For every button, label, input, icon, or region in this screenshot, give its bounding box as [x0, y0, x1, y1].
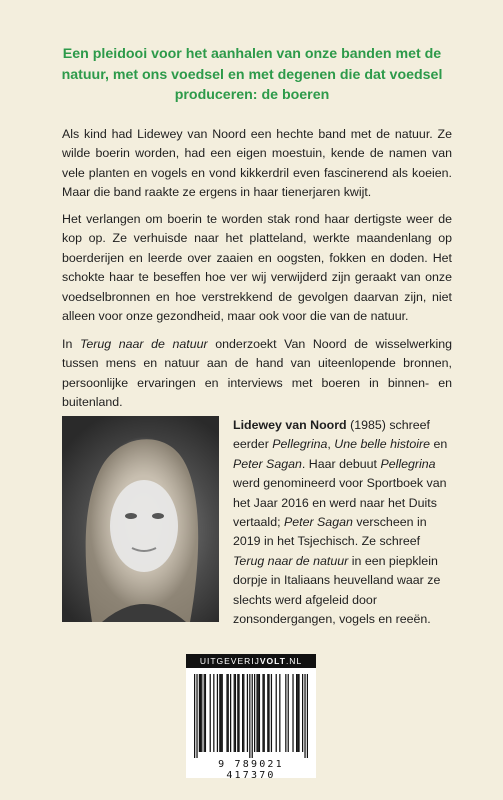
- bio-book-title: Terug naar de natuur: [233, 553, 349, 568]
- paragraph-3-title: Terug naar de natuur: [79, 337, 208, 351]
- barcode-bar: [204, 674, 205, 752]
- barcode-bar: [199, 674, 200, 752]
- barcode-bars: [194, 674, 308, 758]
- paragraph-1: Als kind had Lidewey van Noord een hechte band met de natuur. Ze wilde boerin worden, had een eigen moestuin, kende de namen van vele planten en vogels en vond kikkerdril even fascinerend als koeien. Maar die band raakte ze ergens in haar tienerjaren kwijt.: [62, 127, 452, 200]
- barcode-bar: [222, 674, 223, 752]
- bio-text: werd genomineerd voor Sportboek van het Jaar 2016 en werd naar het Duits vertaald;: [233, 476, 447, 530]
- barcode-bar: [194, 674, 195, 758]
- bio-text: (1985) schreef eerder: [233, 418, 430, 452]
- publisher-label: [186, 654, 316, 668]
- publisher-prefix: UITGEVERIJ: [199, 656, 260, 666]
- author-photo: [62, 416, 219, 622]
- barcode-bar: [234, 674, 235, 752]
- barcode-bar: [235, 674, 236, 752]
- barcode-bar: [219, 674, 220, 752]
- barcode-bar: [268, 674, 269, 752]
- barcode-bar: [258, 674, 259, 752]
- barcode: [186, 654, 316, 781]
- barcode-bar: [298, 674, 299, 752]
- barcode-digits: 9 789021 417370: [218, 759, 284, 781]
- barcode-bar: [201, 674, 202, 752]
- barcode-bar: [262, 674, 263, 752]
- barcode-bar: [238, 674, 239, 752]
- barcode-bar: [288, 674, 289, 752]
- headline: Een pleidooi voor het aanhalen van onze banden met de natuur, met ons voedsel en met degenen die dat voedsel produceren: de boeren: [61, 46, 443, 103]
- barcode-bar: [237, 674, 238, 752]
- barcode-bar: [220, 674, 221, 752]
- barcode-bar: [285, 674, 286, 752]
- barcode-bar: [267, 674, 268, 752]
- barcode-bar: [217, 674, 218, 752]
- barcode-bar: [292, 674, 293, 752]
- bio-book-title: Peter Sagan: [233, 456, 302, 471]
- bio-text: verscheen in 2019 in het Tsjechisch. Ze schreef: [233, 515, 427, 549]
- author-name: Lidewey van Noord: [233, 418, 347, 432]
- barcode-bar: [297, 674, 298, 752]
- paragraph-3-prefix: In: [62, 337, 73, 351]
- barcode-bar: [230, 674, 231, 752]
- bio-book-title: Pellegrina: [272, 437, 328, 452]
- barcode-bar: [243, 674, 244, 752]
- barcode-bar: [264, 674, 265, 752]
- barcode-bar: [249, 674, 250, 758]
- bio-text: in een piepklein dorpje in Italiaans heuvelland waar ze slechts werd afgeleid door zonsondergangen, vogels en reeën.: [233, 553, 441, 627]
- barcode-bar: [200, 674, 201, 752]
- barcode-bar: [296, 674, 297, 752]
- bio-text: en: [433, 437, 448, 452]
- barcode-bar: [242, 674, 243, 752]
- barcode-bar: [304, 674, 305, 758]
- bio-text: . Haar debuut: [301, 456, 377, 471]
- publisher-bold: VOLT: [259, 656, 286, 666]
- author-bio: [233, 416, 453, 629]
- barcode-bar: [271, 674, 272, 752]
- barcode-bar: [205, 674, 206, 752]
- barcode-bar: [210, 674, 211, 752]
- barcode-bar: [247, 674, 248, 752]
- barcode-bar: [196, 674, 197, 758]
- barcode-bar: [252, 674, 253, 758]
- barcode-bar: [279, 674, 280, 752]
- barcode-bar: [226, 674, 227, 752]
- publisher-suffix: .NL: [285, 656, 303, 666]
- barcode-bar: [307, 674, 308, 758]
- barcode-bar: [228, 674, 229, 752]
- paragraph-3: [62, 335, 452, 413]
- bio-book-title: Peter Sagan: [283, 515, 353, 530]
- bio-text: ,: [327, 437, 331, 452]
- barcode-bar: [276, 674, 277, 752]
- barcode-bar: [256, 674, 257, 752]
- barcode-bar: [254, 674, 255, 752]
- barcode-bar: [259, 674, 260, 752]
- paragraph-3-rest: onderzoekt Van Noord de wisselwerking tussen mens en natuur aan de hand van uiteenlopende bronnen, persoonlijke ervaringen en interviews met boeren in binnen- en buitenland.: [62, 337, 452, 410]
- bio-book-title: Pellegrina: [380, 456, 436, 471]
- bio-book-title: Une belle histoire: [334, 437, 431, 452]
- barcode-bar: [302, 674, 303, 752]
- barcode-bar: [213, 674, 214, 752]
- paragraph-2: Het verlangen om boerin te worden stak rond haar dertigste weer de kop op. Ze verhuisde naar het platteland, werkte maandenlang op boerderijen en leerde over zaaien en oogsten, fokken en doden. Het schokte haar te beseffen hoe ver wij verwijderd zijn geraakt van onze voedselbronnen en hoe verstrekkend de gevolgen daarvan zijn, niet alleen voor onze gezondheid, maar ook voor die van de natuur.: [62, 212, 452, 324]
